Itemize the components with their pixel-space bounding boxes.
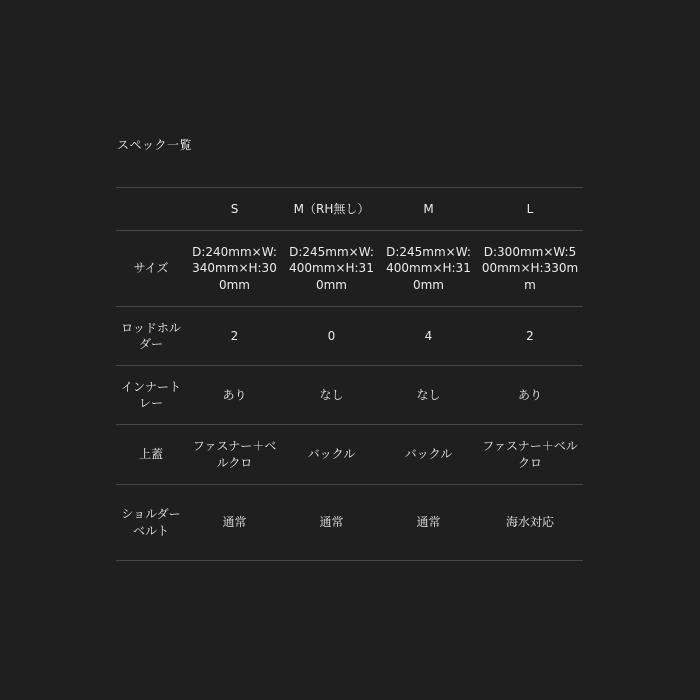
table-row — [116, 425, 583, 485]
table-cell: あり — [186, 366, 283, 425]
table-cell: 4 — [380, 307, 477, 366]
table-cell: 2 — [186, 307, 283, 366]
table-cell: 通常 — [186, 485, 283, 561]
row-label-rod-holder: ロッドホルダー — [116, 307, 186, 366]
table-row — [116, 231, 583, 307]
row-label-shoulder-belt: ショルダーベルト — [116, 485, 186, 561]
spec-table — [116, 187, 583, 561]
table-cell: ファスナー＋ベルクロ — [477, 425, 583, 485]
table-cell: 通常 — [283, 485, 380, 561]
table-row — [116, 485, 583, 561]
table-cell: D:245mm×W:400mm×H:310mm — [283, 231, 380, 307]
table-cell: 0 — [283, 307, 380, 366]
table-cell: ファスナー＋ベルクロ — [186, 425, 283, 485]
row-label-size: サイズ — [116, 231, 186, 307]
page-title: スペック一覧 — [117, 138, 193, 152]
table-cell: D:300mm×W:500mm×H:330mm — [477, 231, 583, 307]
table-cell: 海水対応 — [477, 485, 583, 561]
table-cell: 通常 — [380, 485, 477, 561]
row-label-lid: 上蓋 — [116, 425, 186, 485]
table-cell: D:240mm×W:340mm×H:300mm — [186, 231, 283, 307]
table-cell: なし — [283, 366, 380, 425]
table-row — [116, 366, 583, 425]
row-label-inner-tray: インナートレー — [116, 366, 186, 425]
header-cell-m: M — [380, 188, 477, 231]
table-header-row — [116, 188, 583, 231]
table-cell: D:245mm×W:400mm×H:310mm — [380, 231, 477, 307]
table-row — [116, 307, 583, 366]
table-cell: なし — [380, 366, 477, 425]
header-cell-s: S — [186, 188, 283, 231]
header-cell-empty — [116, 188, 186, 231]
table-cell: あり — [477, 366, 583, 425]
table-cell: 2 — [477, 307, 583, 366]
table-cell: バックル — [283, 425, 380, 485]
header-cell-l: L — [477, 188, 583, 231]
table-cell: バックル — [380, 425, 477, 485]
header-cell-m-no-rh: M（RH無し） — [283, 188, 380, 231]
